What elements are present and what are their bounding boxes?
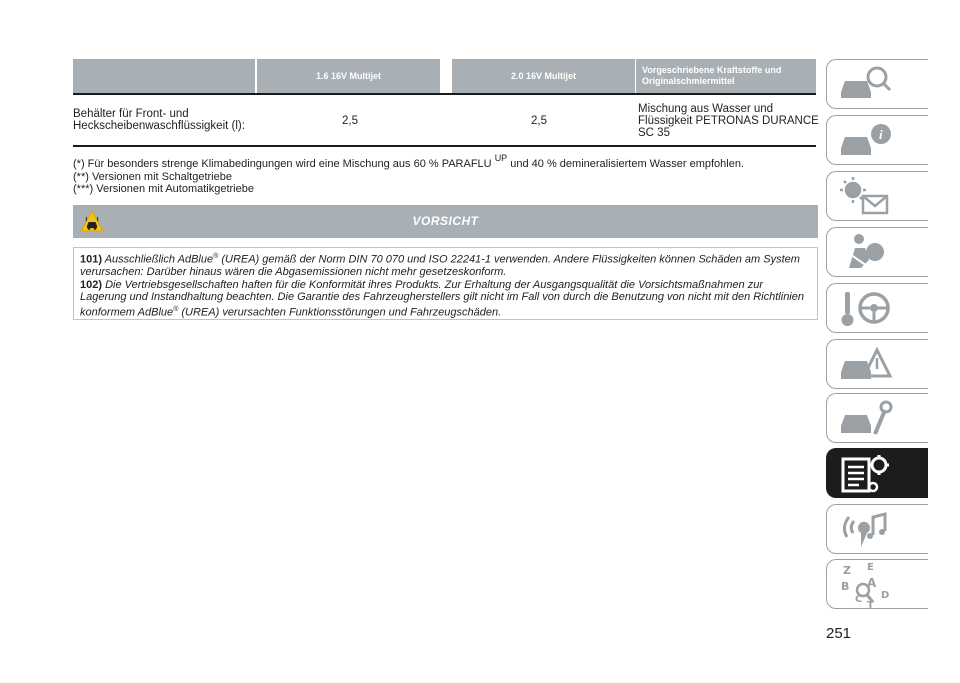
- warning-light-message-icon: [837, 174, 893, 218]
- table-header-empty: [73, 59, 255, 93]
- table-cell-fluid: [638, 103, 819, 139]
- sidebar-tab-safety[interactable]: [826, 227, 928, 277]
- fluid-line2: Flüssigkeit PETRONAS DURANCE: [638, 115, 819, 127]
- fluid-line1: Mischung aus Wasser und: [638, 103, 774, 115]
- table-header-fluids-line2: Originalschmiermittel: [642, 76, 735, 86]
- caution-item-text: Ausschließlich AdBlue: [104, 253, 214, 266]
- car-warning-triangle-icon: [837, 342, 893, 386]
- sidebar-tab-car-search[interactable]: [826, 59, 928, 109]
- caution-item-text-end: (UREA) gemäß der Norm DIN 70 070 und ISO 22241-1 verwenden. Andere Flüssigkeiten können Schäden am System verursachen: Darüber hinaus wären die Abgasemissionen nicht mehr gesetzeskonform.: [80, 253, 800, 279]
- row-label-line2: Heckscheibenwaschflüssigkeit (l):: [73, 120, 245, 132]
- table-header-fluids-line1: Vorgeschriebene Kraftstoffe und: [642, 65, 782, 75]
- footnote-3: (***) Versionen mit Automatikgetriebe: [73, 183, 254, 195]
- caution-item-101: [80, 251, 811, 279]
- caution-item-number: 102): [80, 278, 103, 291]
- svg-text:T: T: [867, 600, 874, 610]
- sidebar-tab-emergency[interactable]: [826, 339, 928, 389]
- sidebar-tab-warning-lights[interactable]: [826, 171, 928, 221]
- registered-mark: ®: [213, 253, 219, 260]
- row-label-line1: Behälter für Front- und: [73, 108, 189, 120]
- table-bottom-rule: [73, 145, 816, 147]
- sidebar-tab-specifications[interactable]: [826, 448, 928, 498]
- table-row-label: [73, 108, 245, 132]
- caution-item-102: [80, 279, 811, 319]
- footnote-2: (**) Versionen mit Schaltgetriebe: [73, 170, 232, 183]
- footnote-1-sup: UP: [494, 153, 508, 163]
- svg-text:Z: Z: [843, 564, 851, 577]
- sidebar-tab-start-drive[interactable]: [826, 283, 928, 333]
- svg-text:i: i: [879, 127, 883, 142]
- specs-gear-icon: [837, 451, 893, 495]
- svg-text:A: A: [867, 576, 877, 590]
- registered-mark: ®: [173, 306, 179, 314]
- table-cell-2-0: 2,5: [531, 115, 547, 127]
- steering-wheel-key-icon: [837, 286, 893, 330]
- car-search-icon: [837, 62, 893, 106]
- sidebar-tab-index[interactable]: [826, 559, 928, 609]
- sidebar-tab-multimedia[interactable]: [826, 504, 928, 554]
- table-header-fluids: [636, 59, 816, 93]
- table-header-2-0-multijet: 2.0 16V Multijet: [452, 59, 635, 93]
- svg-text:B: B: [841, 580, 850, 593]
- table-header-rule: [73, 93, 816, 95]
- footnotes: [73, 152, 744, 196]
- caution-item-number: 101): [80, 253, 103, 266]
- caution-item-text: Die Vertriebsgesellschaften haften für die Konformität ihres Produkts. Zur Erhaltung der Ausgangsqualität die Vorsichtsmaßnahmen zur Lagerung und Instandhaltung beachten. Die Garantie des Fahrzeugherstellers gilt nicht im Fall von durch die Benutzung von nicht mit den Richtlinien konformem AdBlue: [80, 278, 804, 319]
- car-info-icon: [837, 118, 893, 162]
- svg-text:D: D: [881, 590, 890, 601]
- footnote-1: [73, 152, 744, 171]
- index-letters-icon: [837, 562, 893, 610]
- footnote-1-text: (*) Für besonders strenge Klimabedingungen wird eine Mischung aus 60 % PARAFLU: [73, 158, 492, 170]
- sidebar-tab-maintenance[interactable]: [826, 393, 928, 443]
- airbag-seatbelt-icon: [837, 230, 893, 274]
- car-wrench-icon: [837, 396, 893, 440]
- svg-text:C: C: [855, 594, 863, 605]
- page-number: 251: [826, 625, 852, 642]
- multimedia-icon: [837, 507, 893, 551]
- table-header-1-6-multijet: 1.6 16V Multijet: [257, 59, 440, 93]
- svg-text:E: E: [867, 562, 874, 573]
- table-cell-1-6: 2,5: [342, 115, 358, 127]
- sidebar-tab-car-info[interactable]: [826, 115, 928, 165]
- caution-title: VORSICHT: [412, 214, 479, 228]
- fluid-line3: SC 35: [638, 127, 670, 139]
- caution-header: [73, 205, 818, 238]
- caution-body: [73, 247, 818, 320]
- footnote-1-text-end: und 40 % demineralisiertem Wasser empfohlen.: [507, 158, 745, 170]
- caution-item-text-end: (UREA) verursachten Funktionsstörungen und Fahrzeugschäden.: [178, 306, 502, 319]
